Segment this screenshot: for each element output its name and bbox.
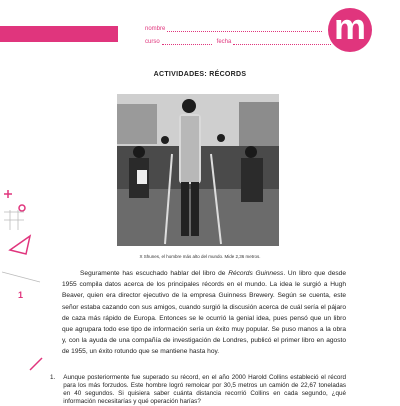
record-photo	[117, 94, 279, 246]
pencil-icon	[30, 358, 42, 370]
name-label: nombre	[145, 26, 166, 32]
course-label: curso	[145, 39, 160, 45]
geometry-decoration	[0, 150, 50, 400]
subject-header-band	[0, 26, 118, 63]
subject-label: matemática • 8º básico	[3, 54, 82, 63]
photo-caption: X Shunes, el hombre más alto del mundo. Mide 2,36 metros.	[139, 254, 261, 259]
book-title-italic: Récords Guinness	[228, 270, 284, 277]
line-decoration	[2, 272, 40, 282]
activity-title: ACTIVIDADES: RÉCORDS	[153, 71, 247, 78]
question-item	[50, 374, 346, 406]
intro-paragraph	[62, 268, 346, 358]
date-label: fecha	[216, 39, 232, 45]
question-text: Aunque posteriormente fue superado su récord, en el año 2000 Harold Collins estableció el récord para los más forzudos. Este hombre logró remolcar por 30,5 metros un camión de 22,67 toneladas en 40 segundos. Si quisiera saber cuánta distancia recorrió Collins en cada segundo, ¿qué información necesitarías y qué operación harías?	[63, 374, 346, 405]
name-field	[145, 24, 322, 32]
logo-letter: m	[333, 6, 366, 47]
course-date-fields	[145, 37, 331, 45]
plus-icon	[4, 190, 12, 198]
circle-icon	[19, 205, 25, 211]
name-line	[167, 24, 322, 32]
date-line	[233, 37, 331, 45]
brand-logo	[328, 8, 372, 52]
intro-text: Seguramente has escuchado hablar del libro de Récords Guinness. Un libro que desde 1955 compila datos acerca de los principales récords en el mundo. La idea le surgió a Hugh Beaver, quien era director ejecutivo de la empresa Guinness Brewery. Según se cuenta, este señor estaba cazando con sus amigos, cuando surgió la discusión acerca de cuál sería el pájaro de caza más rápido de Europa. Entonces se le ocurrió la genial idea, pues pensó que un libro que agrupara todo ese tipo de información sería un éxito muy popular. Se puso manos a la obra y, con la ayuda de una compañía de investigación de Londres, publicó el primer libro en agosto de 1955, un éxito rotundo que se mantiene hasta hoy.	[62, 270, 346, 356]
grid-decoration	[4, 210, 24, 230]
triangle-icon	[10, 236, 30, 254]
page-number: 1	[18, 290, 24, 300]
photo-illustration	[117, 94, 279, 246]
question-number: 1.	[50, 374, 56, 381]
course-line	[162, 37, 212, 45]
